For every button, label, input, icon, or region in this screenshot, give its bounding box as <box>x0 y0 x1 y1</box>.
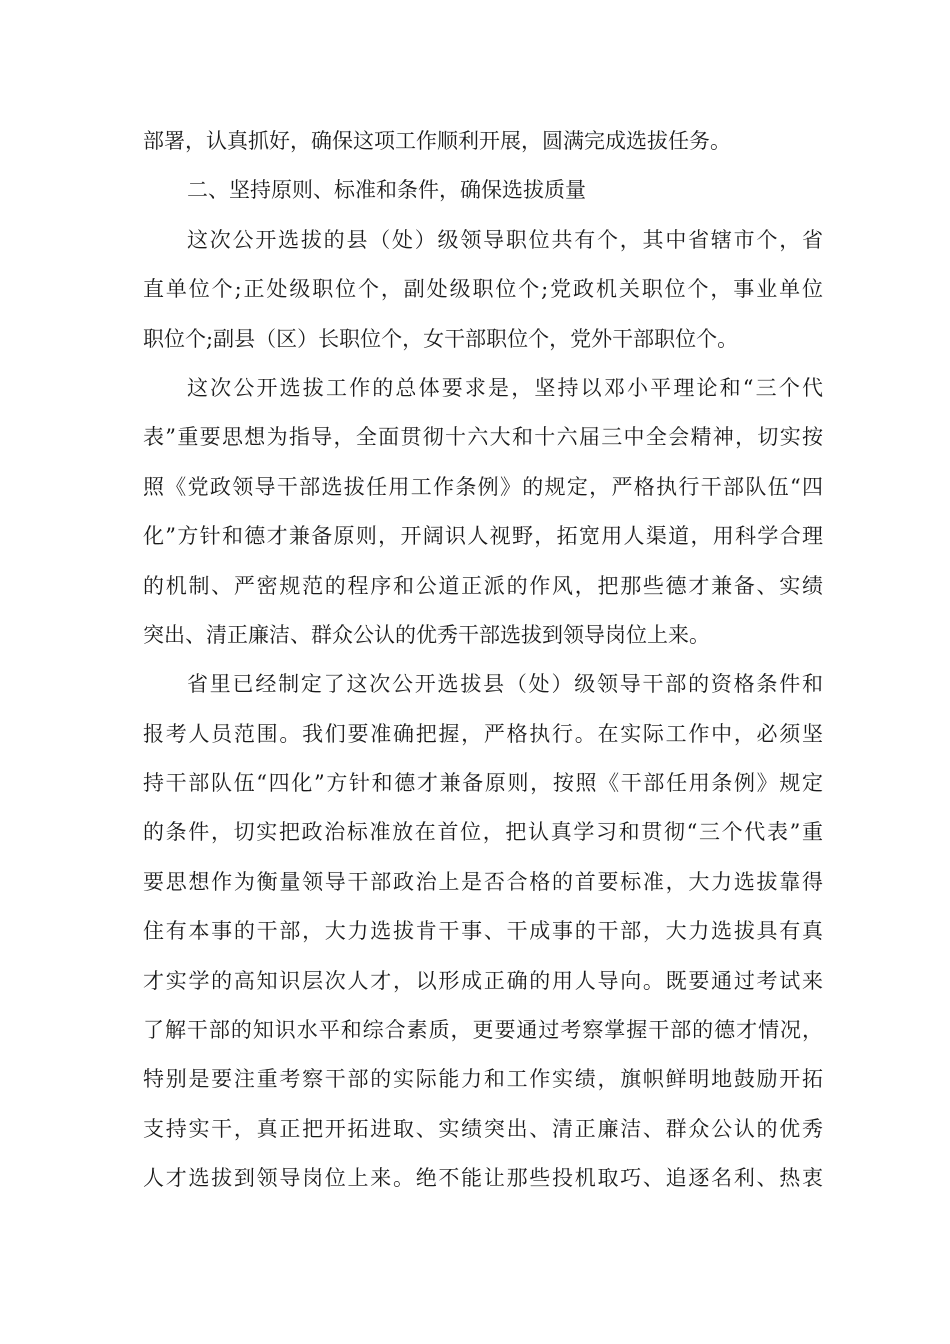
text-line: 这次公开选拔工作的总体要求是，坚持以邓小平理论和“三个代 <box>187 375 823 400</box>
text-line: 支持实干，真正把开拓进取、实绩突出、清正廉洁、群众公认的优秀 <box>143 1116 823 1141</box>
text-line: 化”方针和德才兼备原则，开阔识人视野，拓宽用人渠道，用科学合理 <box>143 524 823 549</box>
text-line: 省里已经制定了这次公开选拔县（处）级领导干部的资格条件和 <box>187 672 823 697</box>
text-line: 二、坚持原则、标准和条件，确保选拔质量 <box>187 178 586 203</box>
text-line: 职位个;副县（区）长职位个，女干部职位个，党外干部职位个。 <box>143 326 739 351</box>
text-line: 表”重要思想为指导，全面贯彻十六大和十六届三中全会精神，切实按 <box>143 425 823 450</box>
text-line: 特别是要注重考察干部的实际能力和工作实绩，旗帜鲜明地鼓励开拓 <box>143 1067 823 1092</box>
text-line: 才实学的高知识层次人才，以形成正确的用人导向。既要通过考试来 <box>143 968 823 993</box>
text-line: 住有本事的干部，大力选拔肯干事、干成事的干部，大力选拔具有真 <box>143 919 823 944</box>
document-body <box>143 117 823 1204</box>
text-line: 的机制、严密规范的程序和公道正派的作风，把那些德才兼备、实绩 <box>143 573 823 598</box>
text-line: 的条件，切实把政治标准放在首位，把认真学习和贯彻“三个代表”重 <box>143 820 823 845</box>
text-line: 直单位个;正处级职位个，副处级职位个;党政机关职位个，事业单位 <box>143 277 823 302</box>
text-line: 人才选拔到领导岗位上来。绝不能让那些投机取巧、追逐名利、热衷 <box>143 1166 823 1191</box>
text-line: 突出、清正廉洁、群众公认的优秀干部选拔到领导岗位上来。 <box>143 622 710 647</box>
text-line: 部署，认真抓好，确保这项工作顺利开展，圆满完成选拔任务。 <box>143 129 731 153</box>
text-line: 持干部队伍“四化”方针和德才兼备原则，按照《干部任用条例》规定 <box>143 771 823 796</box>
text-line: 了解干部的知识水平和综合素质，更要通过考察掌握干部的德才情况， <box>143 1018 823 1043</box>
text-line: 这次公开选拔的县（处）级领导职位共有个，其中省辖市个，省 <box>187 227 823 252</box>
text-line: 照《党政领导干部选拔任用工作条例》的规定，严格执行干部队伍“四 <box>143 474 823 499</box>
text-line: 报考人员范围。我们要准确把握，严格执行。在实际工作中，必须坚 <box>143 721 823 746</box>
text-line: 要思想作为衡量领导干部政治上是否合格的首要标准，大力选拔靠得 <box>143 869 823 894</box>
